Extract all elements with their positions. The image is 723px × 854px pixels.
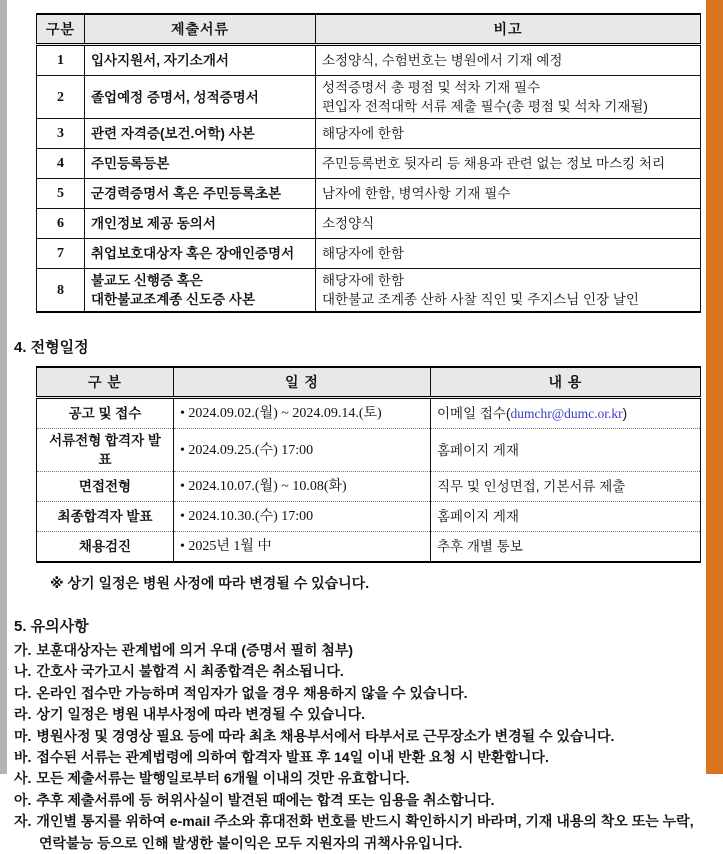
documents-table — [36, 13, 701, 313]
schedule-label: 채용검진 — [37, 532, 174, 563]
row-note: 소정양식 — [316, 209, 701, 239]
col-header-content: 내 용 — [431, 367, 701, 398]
left-page-edge-bar — [0, 0, 7, 774]
schedule-row — [37, 398, 701, 429]
item-label: 사. — [14, 770, 32, 787]
item-text: 개인별 통지를 위하여 e-mail 주소와 휴대전화 번호를 반드시 확인하시기 바라며, 기재 내용의 착오 또는 누락, 연락불능 등으로 인해 발생한 불이익은 모두 지원자의 귀책사유입니다. — [36, 813, 694, 851]
col-header-category: 구 분 — [37, 367, 174, 398]
item-label: 마. — [14, 727, 32, 744]
table-row — [37, 119, 701, 149]
item-text: 추후 제출서류에 등 허위사실이 발견된 때에는 합격 또는 임용을 취소합니다. — [36, 791, 495, 808]
schedule-content: 추후 개별 통보 — [431, 532, 701, 563]
list-item — [14, 811, 702, 854]
schedule-content: 홈페이지 게재 — [431, 502, 701, 532]
row-doc: 입사지원서, 자기소개서 — [85, 45, 316, 76]
table-row — [37, 269, 701, 313]
document-page — [14, 13, 702, 854]
notes-list — [14, 640, 702, 854]
row-note: 해당자에 한함 — [316, 239, 701, 269]
item-text: 상기 일정은 병원 내부사정에 따라 변경될 수 있습니다. — [36, 706, 366, 723]
email-link[interactable]: dumchr@dumc.or.kr — [510, 406, 623, 421]
list-item — [14, 704, 702, 725]
row-no: 1 — [37, 45, 85, 76]
schedule-row — [37, 502, 701, 532]
row-doc — [85, 269, 316, 313]
item-text: 병원사정 및 경영상 필요 등에 따라 최초 채용부서에서 타부서로 근무장소가 변경될 수 있습니다. — [36, 727, 615, 744]
row-note: 해당자에 한함 — [316, 119, 701, 149]
table-row — [37, 45, 701, 76]
list-item — [14, 747, 702, 768]
row-no: 8 — [37, 269, 85, 313]
row-no: 3 — [37, 119, 85, 149]
schedule-table-header-row — [37, 367, 701, 398]
section-title-schedule: 4. 전형일정 — [14, 339, 89, 356]
list-item — [14, 683, 702, 704]
note-line: 해당자에 한함 — [322, 273, 404, 288]
table-row — [37, 239, 701, 269]
schedule-change-note: ※ 상기 일정은 병원 사정에 따라 변경될 수 있습니다. — [50, 575, 370, 591]
row-no: 4 — [37, 149, 85, 179]
col-header-category: 구분 — [37, 14, 85, 45]
schedule-label: 최종합격자 발표 — [37, 502, 174, 532]
section-title-notes: 5. 유의사항 — [14, 618, 89, 635]
row-no: 7 — [37, 239, 85, 269]
note-line: 편입자 전적대학 서류 제출 필수(총 평점 및 석차 기재될) — [322, 99, 648, 114]
row-doc: 주민등록등본 — [85, 149, 316, 179]
item-text: 모든 제출서류는 발행일로부터 6개월 이내의 것만 유효합니다. — [36, 770, 410, 787]
content-text: ) — [622, 406, 628, 421]
col-header-remarks: 비고 — [316, 14, 701, 45]
row-doc: 취업보호대상자 혹은 장애인증명서 — [85, 239, 316, 269]
col-header-documents: 제출서류 — [85, 14, 316, 45]
row-note: 남자에 한함, 병역사항 기재 필수 — [316, 179, 701, 209]
row-note — [316, 76, 701, 119]
note-line: 대한불교 조계종 산하 사찰 직인 및 주지스님 인장 날인 — [322, 292, 639, 307]
row-doc: 관련 자격증(보건.어학) 사본 — [85, 119, 316, 149]
table-row — [37, 209, 701, 239]
item-label: 자. — [14, 813, 32, 830]
schedule-date: • 2025년 1월 中 — [174, 532, 431, 563]
schedule-content: 직무 및 인성면접, 기본서류 제출 — [431, 472, 701, 502]
schedule-date: • 2024.09.02.(월) ~ 2024.09.14.(토) — [174, 398, 431, 429]
item-label: 가. — [14, 642, 32, 658]
right-scrollbar-bar — [706, 0, 723, 774]
table-row — [37, 149, 701, 179]
row-no: 2 — [37, 76, 85, 119]
list-item — [14, 790, 702, 811]
note-line: 성적증명서 총 평점 및 석차 기재 필수 — [322, 80, 541, 95]
row-doc: 졸업예정 증명서, 성적증명서 — [85, 76, 316, 119]
schedule-content: 홈페이지 게재 — [431, 429, 701, 472]
schedule-row — [37, 472, 701, 502]
table-row — [37, 179, 701, 209]
col-header-date: 일 정 — [174, 367, 431, 398]
item-text: 접수된 서류는 관계법령에 의하여 합격자 발표 후 14일 이내 반환 요청 시 반환합니다. — [36, 749, 549, 766]
doc-line: 대한불교조계종 신도증 사본 — [91, 292, 255, 307]
schedule-content — [431, 398, 701, 429]
schedule-date: • 2024.10.07.(월) ~ 10.08(화) — [174, 472, 431, 502]
item-label: 나. — [14, 663, 32, 680]
schedule-date: • 2024.10.30.(수) 17:00 — [174, 502, 431, 532]
row-no: 6 — [37, 209, 85, 239]
schedule-row — [37, 429, 701, 472]
item-text: 온라인 접수만 가능하며 적임자가 없을 경우 채용하지 않을 수 있습니다. — [36, 684, 468, 701]
schedule-date: • 2024.09.25.(수) 17:00 — [174, 429, 431, 472]
row-doc: 군경력증명서 혹은 주민등록초본 — [85, 179, 316, 209]
list-item — [14, 726, 702, 747]
documents-table-header-row — [37, 14, 701, 45]
row-note: 주민등록번호 뒷자리 등 채용과 관련 없는 정보 마스킹 처리 — [316, 149, 701, 179]
schedule-label: 서류전형 합격자 발표 — [37, 429, 174, 472]
list-item — [14, 640, 702, 661]
schedule-label: 공고 및 접수 — [37, 398, 174, 429]
item-text: 간호사 국가고시 불합격 시 최종합격은 취소됩니다. — [36, 663, 344, 680]
table-row — [37, 76, 701, 119]
schedule-label: 면접전형 — [37, 472, 174, 502]
row-doc: 개인정보 제공 동의서 — [85, 209, 316, 239]
schedule-row — [37, 532, 701, 563]
row-note — [316, 269, 701, 313]
item-label: 바. — [14, 749, 32, 766]
schedule-table — [36, 366, 701, 563]
item-label: 아. — [14, 791, 32, 808]
row-no: 5 — [37, 179, 85, 209]
content-text: 이메일 접수( — [437, 406, 511, 421]
item-label: 다. — [14, 684, 32, 701]
item-label: 라. — [14, 706, 32, 723]
doc-line: 불교도 신행증 혹은 — [91, 273, 203, 288]
row-note: 소정양식, 수험번호는 병원에서 기재 예정 — [316, 45, 701, 76]
item-text: 보훈대상자는 관계법에 의거 우대 (증명서 필히 첨부) — [36, 642, 354, 658]
list-item — [14, 661, 702, 682]
list-item — [14, 768, 702, 789]
